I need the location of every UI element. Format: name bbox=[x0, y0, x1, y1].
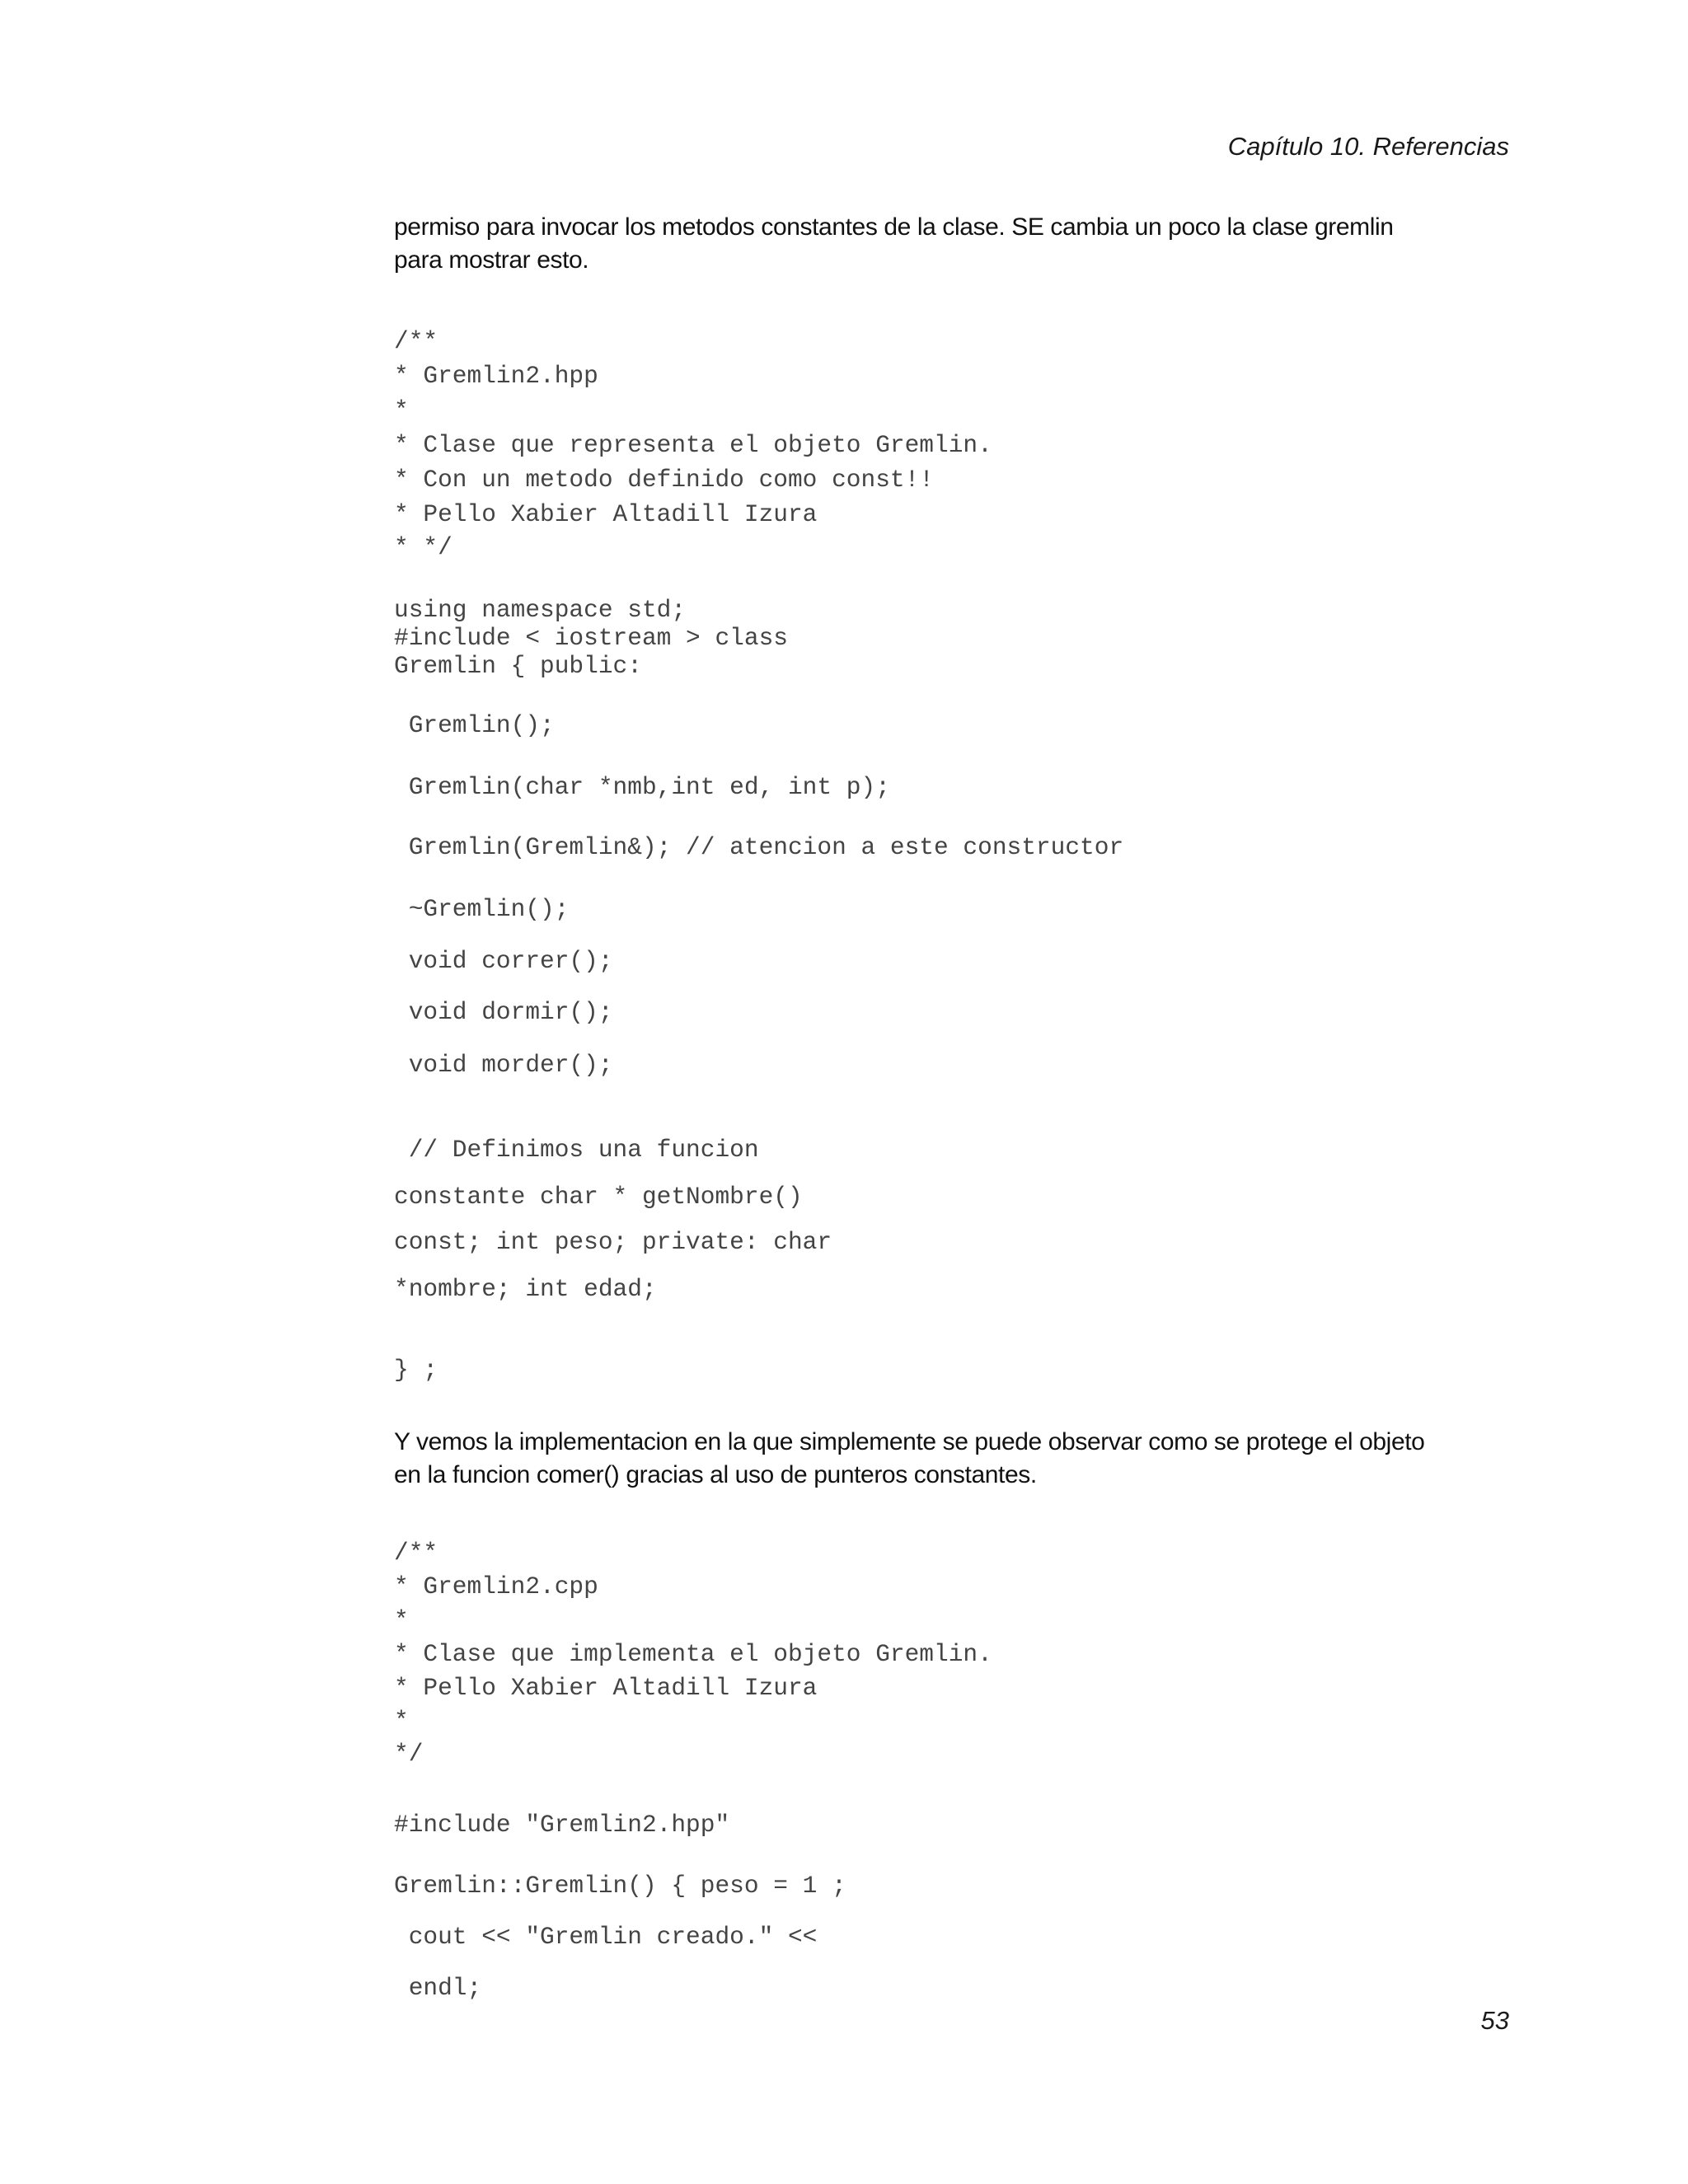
code-block-header-file bbox=[394, 327, 1124, 1384]
code-line: * */ bbox=[394, 533, 452, 561]
code-line: constante char * getNombre() bbox=[394, 1183, 803, 1211]
code-line: Gremlin(); bbox=[394, 711, 555, 739]
code-line: } ; bbox=[394, 1356, 438, 1384]
code-line: Gremlin(char *nmb,int ed, int p); bbox=[394, 773, 890, 801]
code-line: * bbox=[394, 1707, 409, 1735]
page-number: 53 bbox=[1480, 2006, 1509, 2035]
code-line: * bbox=[394, 1606, 409, 1634]
paragraph-line: en la funcion comer() gracias al uso de punteros constantes. bbox=[394, 1461, 1037, 1488]
code-line: endl; bbox=[394, 1974, 482, 2002]
code-line: void dormir(); bbox=[394, 998, 613, 1026]
code-line: void morder(); bbox=[394, 1051, 613, 1079]
code-line: #include "Gremlin2.hpp" bbox=[394, 1811, 730, 1839]
code-line: using namespace std; bbox=[394, 596, 687, 624]
paragraph-line: Y vemos la implementacion en la que simplemente se puede observar como se protege el objeto bbox=[394, 1428, 1425, 1455]
code-line: */ bbox=[394, 1740, 424, 1768]
paragraph-implementation bbox=[394, 1426, 1490, 1492]
code-line: /** bbox=[394, 327, 438, 355]
code-line: #include < iostream > class bbox=[394, 624, 788, 652]
code-line: /** bbox=[394, 1539, 438, 1567]
code-block-source-file bbox=[394, 1539, 992, 2002]
chapter-header: Capítulo 10. Referencias bbox=[1227, 132, 1509, 161]
code-line: * Gremlin2.cpp bbox=[394, 1572, 598, 1601]
code-line: * Pello Xabier Altadill Izura bbox=[394, 1674, 818, 1702]
code-line: *nombre; int edad; bbox=[394, 1275, 657, 1303]
paragraph-line: permiso para invocar los metodos constantes de la clase. SE cambia un poco la clase gremlin bbox=[394, 213, 1394, 241]
code-line: // Definimos una funcion bbox=[394, 1136, 759, 1164]
code-line: * Pello Xabier Altadill Izura bbox=[394, 500, 818, 528]
paragraph-line: para mostrar esto. bbox=[394, 246, 589, 274]
code-line: Gremlin(Gremlin&); // atencion a este constructor bbox=[394, 833, 1124, 861]
code-line: const; int peso; private: char bbox=[394, 1228, 832, 1256]
code-line: void correr(); bbox=[394, 947, 613, 975]
code-line: * Clase que implementa el objeto Gremlin. bbox=[394, 1640, 992, 1668]
code-line: cout << "Gremlin creado." << bbox=[394, 1923, 818, 1951]
code-line: ~Gremlin(); bbox=[394, 895, 570, 923]
paragraph-intro bbox=[394, 211, 1490, 277]
code-line: Gremlin::Gremlin() { peso = 1 ; bbox=[394, 1872, 846, 1900]
code-line: * Con un metodo definido como const!! bbox=[394, 466, 935, 494]
code-line: Gremlin { public: bbox=[394, 652, 642, 680]
code-line: * Gremlin2.hpp bbox=[394, 362, 598, 390]
code-line: * bbox=[394, 396, 409, 424]
code-line: * Clase que representa el objeto Gremlin. bbox=[394, 431, 992, 459]
